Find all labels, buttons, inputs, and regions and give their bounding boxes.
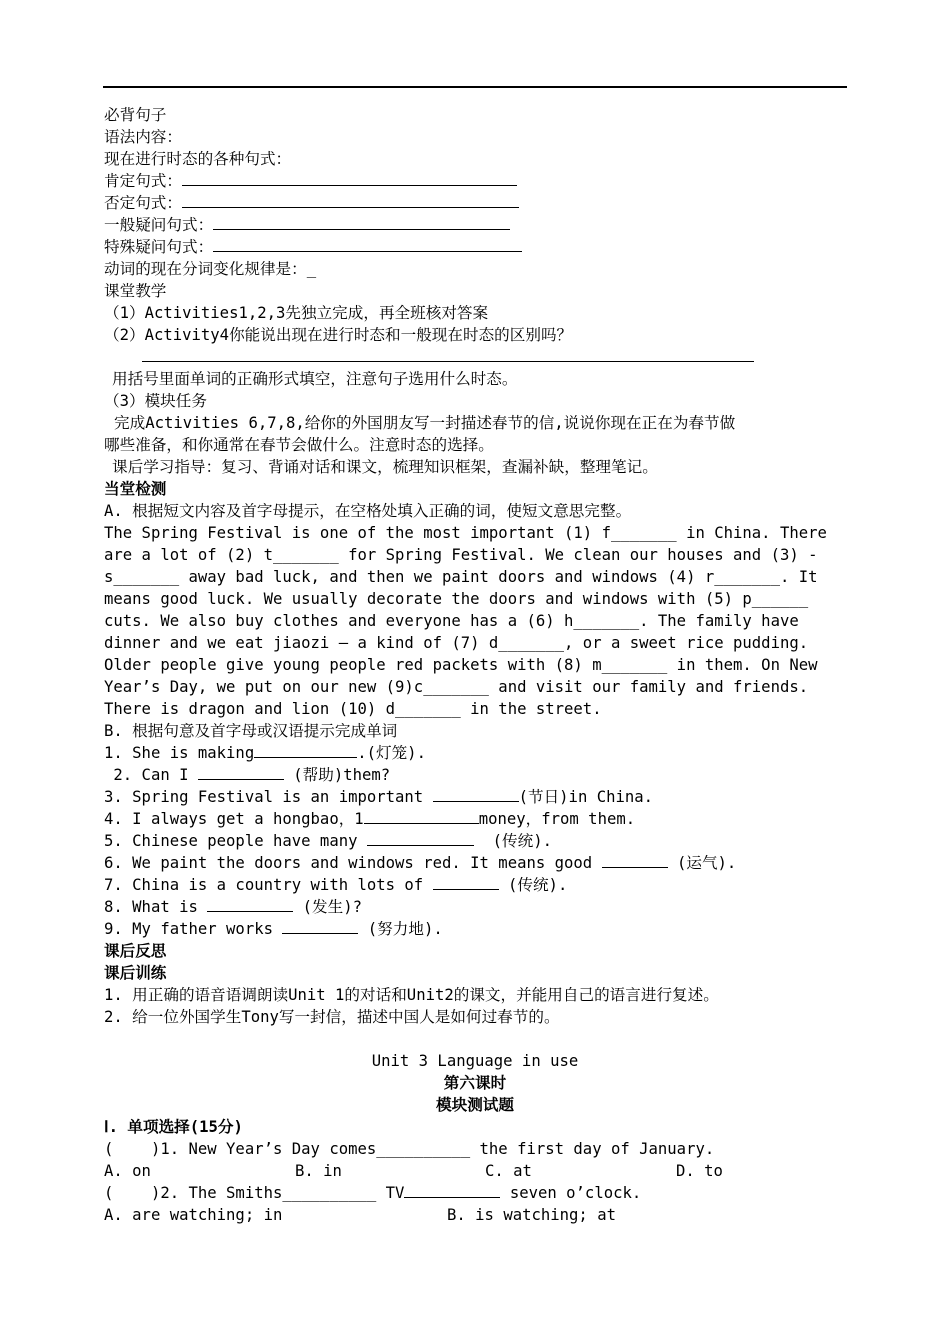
part-b-title: B. 根据句意及首字母或汉语提示完成单词 [104,722,398,740]
passage-line: dinner and we eat jiaozi — a kind of (7) d_______, or a sweet rice pudding. [104,634,809,652]
answer-blank[interactable] [404,1182,500,1198]
answer-blank[interactable] [207,896,293,912]
training-item: 2. 给一位外国学生Tony写一封信，描述中国人是如何过春节的。 [104,1008,560,1026]
answer-blank[interactable] [213,214,510,230]
check-title: 当堂检测 [104,480,167,498]
passage-line: means good luck. We usually decorate the doors and windows with (5) p______ [104,590,809,608]
passage-line: cuts. We also buy clothes and everyone has a (6) h_______. The family have [104,612,799,630]
exercise-item: 2. Can I (帮助)them? [104,766,391,784]
grammar-title: 语法内容： [104,128,182,146]
answer-blank[interactable] [602,852,668,868]
exercise-item: 8. What is (发生)? [104,898,363,916]
part-a-title: A. 根据短文内容及首字母提示，在空格处填入正确的词，使短文意思完整。 [104,502,632,520]
answer-blank[interactable] [182,192,519,208]
q2-option-a[interactable]: A. are watching; in [104,1206,283,1224]
passage-line: Year’s Day, we put on our new (9)c_______ and visit our family and friends. [104,678,809,696]
progressive-title: 现在进行时态的各种句式： [104,150,292,168]
answer-blank[interactable] [213,236,522,252]
negative-line: 否定句式： [104,192,519,214]
passage-line: There is dragon and lion (10) d_______ in the street. [104,700,602,718]
exercise-item: 1. She is making .(灯笼). [104,744,426,762]
affirmative-line: 肯定句式： [104,170,517,192]
answer-blank[interactable] [142,346,754,362]
class-step-1: （1）Activities1,2,3先独立完成，再全班核对答案 [104,304,489,322]
participle-rule: 动词的现在分词变化规律是：_ [104,260,317,278]
class-step-3: （3）模块任务 [104,392,207,410]
q1-option-b[interactable]: B. in [295,1162,342,1180]
exercise-item: 3. Spring Festival is an important (节日)in China. [104,788,654,806]
reflection-title: 课后反思 [104,942,167,960]
step2-answer-line [142,346,754,368]
exercise-item: 5. Chinese people have many (传统). [104,832,553,850]
lesson-title: 第六课时 [443,1074,507,1092]
training-title: 课后训练 [104,964,167,982]
answer-blank[interactable] [182,170,517,186]
passage-line: The Spring Festival is one of the most important (1) f_______ in China. There [104,524,827,542]
passage-line: s_______ away bad luck, and then we paint doors and windows (4) r_______. It [104,568,818,586]
task-line-2: 哪些准备，和你通常在春节会做什么。注意时态的选择。 [104,436,494,454]
q1-option-d[interactable]: D. to [676,1162,723,1180]
unit-title: Unit 3 Language in use [371,1052,579,1070]
answer-blank[interactable] [433,874,499,890]
answer-blank[interactable] [254,742,357,758]
test-title: 模块测试题 [436,1096,514,1114]
answer-blank[interactable] [433,786,519,802]
passage-line: Older people give young people red packets with (8) m_______ in them. On New [104,656,818,674]
header-rule [103,86,847,88]
exercise-item: 6. We paint the doors and windows red. It means good (运气). [104,854,737,872]
passage-line: are a lot of (2) t_______ for Spring Festival. We clean our houses and (3) - [104,546,818,564]
section-1-title: Ⅰ. 单项选择(15分) [104,1118,243,1136]
answer-blank[interactable] [364,808,479,824]
question-2: ( )2. The Smiths__________ TV seven o’clock. [104,1184,642,1202]
exercise-item: 9. My father works (努力地). [104,920,443,938]
class-step-2: （2）Activity4你能说出现在进行时态和一般现在时态的区别吗？ [104,326,573,344]
answer-blank[interactable] [367,830,474,846]
exercise-item: 7. China is a country with lots of (传统). [104,876,568,894]
step2-note: 用括号里面单词的正确形式填空，注意句子选用什么时态。 [112,370,518,388]
task-line-1: 完成Activities 6,7,8,给你的外国朋友写一封描述春节的信,说说你现在正在为春节做 [114,414,736,432]
general-question-line: 一般疑问句式： [104,214,510,236]
answer-blank[interactable] [198,764,284,780]
special-question-line: 特殊疑问句式： [104,236,522,258]
question-1: ( )1. New Year’s Day comes__________ the first day of January. [104,1140,715,1158]
exercise-item: 4. I always get a hongbao，1 money，from them. [104,810,636,828]
q1-option-a[interactable]: A. on [104,1162,151,1180]
q1-option-c[interactable]: C. at [485,1162,532,1180]
answer-blank[interactable] [282,918,358,934]
class-title: 课堂教学 [104,282,167,300]
q2-option-b[interactable]: B. is watching; at [447,1206,616,1224]
training-item: 1. 用正确的语音语调朗读Unit 1的对话和Unit2的课文，并能用自己的语言进行复述。 [104,986,719,1004]
after-class-guide: 课后学习指导：复习、背诵对话和课文，梳理知识框架，查漏补缺，整理笔记。 [112,458,658,476]
sentences-title: 必背句子 [104,106,167,124]
